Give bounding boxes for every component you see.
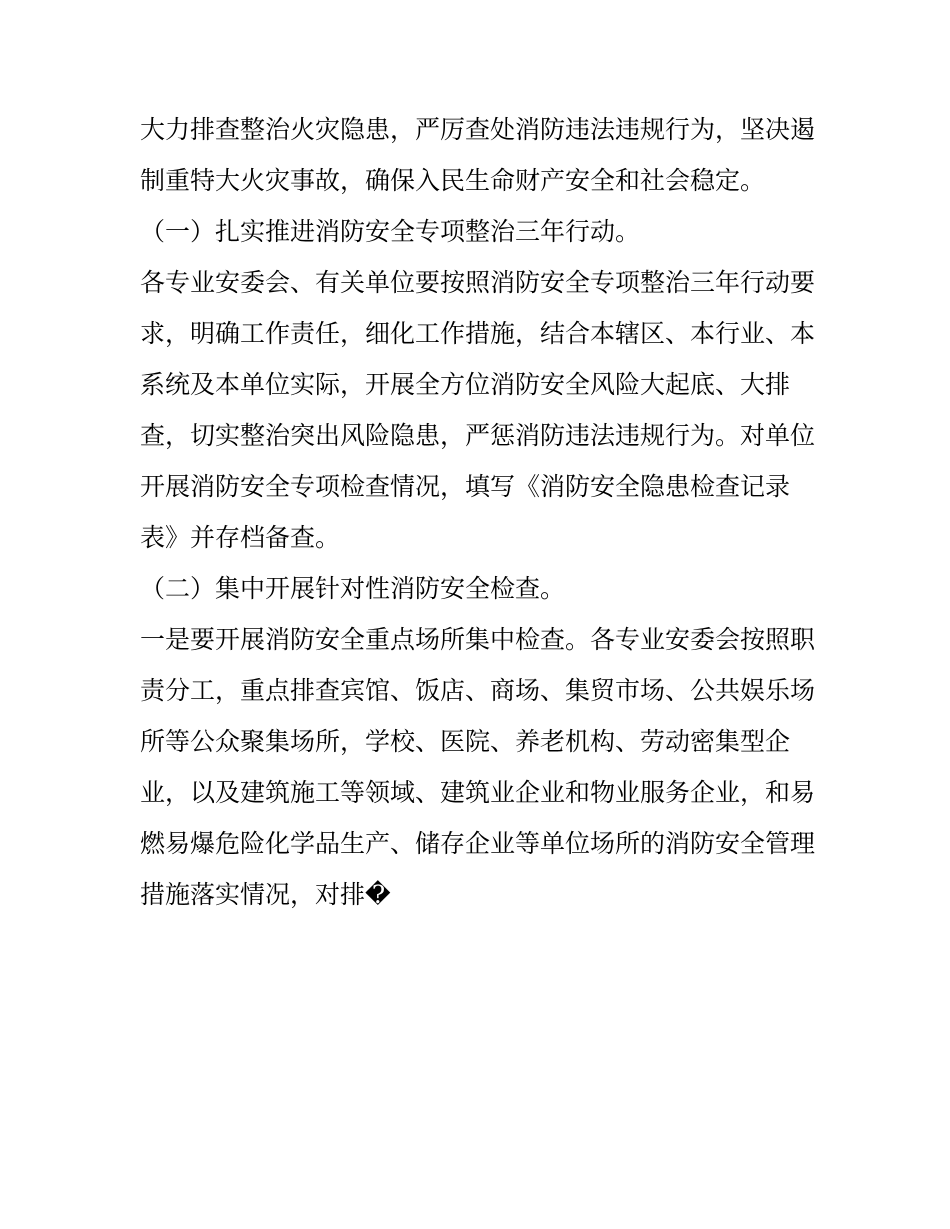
document-body: [140, 104, 820, 920]
paragraph-section-1: 各专业安委会、有关单位要按照消防安全专项整治三年行动要求，明确工作责任，细化工作措施，结合本辖区、本行业、本系统及本单位实际，开展全方位消防安全风险大起底、大排查，切实整治突出风险隐患，严惩消防违法违规行为。对单位开展消防安全专项检查情况，填写《消防安全隐患检查记录表》并存档备查。: [140, 268, 816, 552]
paragraph-intro: 大力排查整治火灾隐患，严厉查处消防违法违规行为，坚决遏制重特大火灾事故，确保入民生命财产安全和社会稳定。: [140, 115, 816, 195]
section-heading-1: （一）扎实推进消防安全专项整治三年行动。: [140, 217, 641, 246]
paragraph-section-2: 一是要开展消防安全重点场所集中检查。各专业安委会按照职责分工，重点排查宾馆、饭店、商场、集贸市场、公共娱乐场所等公众聚集场所，学校、医院、养老机构、劳动密集型企业，以及建筑施工等领域、建筑业企业和物业服务企业，和易燃易爆危险化学品生产、储存企业等单位场所的消防安全管理措施落实情况，对排�: [140, 625, 816, 909]
section-heading-2: （二）集中开展针对性消防安全检查。: [140, 574, 566, 603]
